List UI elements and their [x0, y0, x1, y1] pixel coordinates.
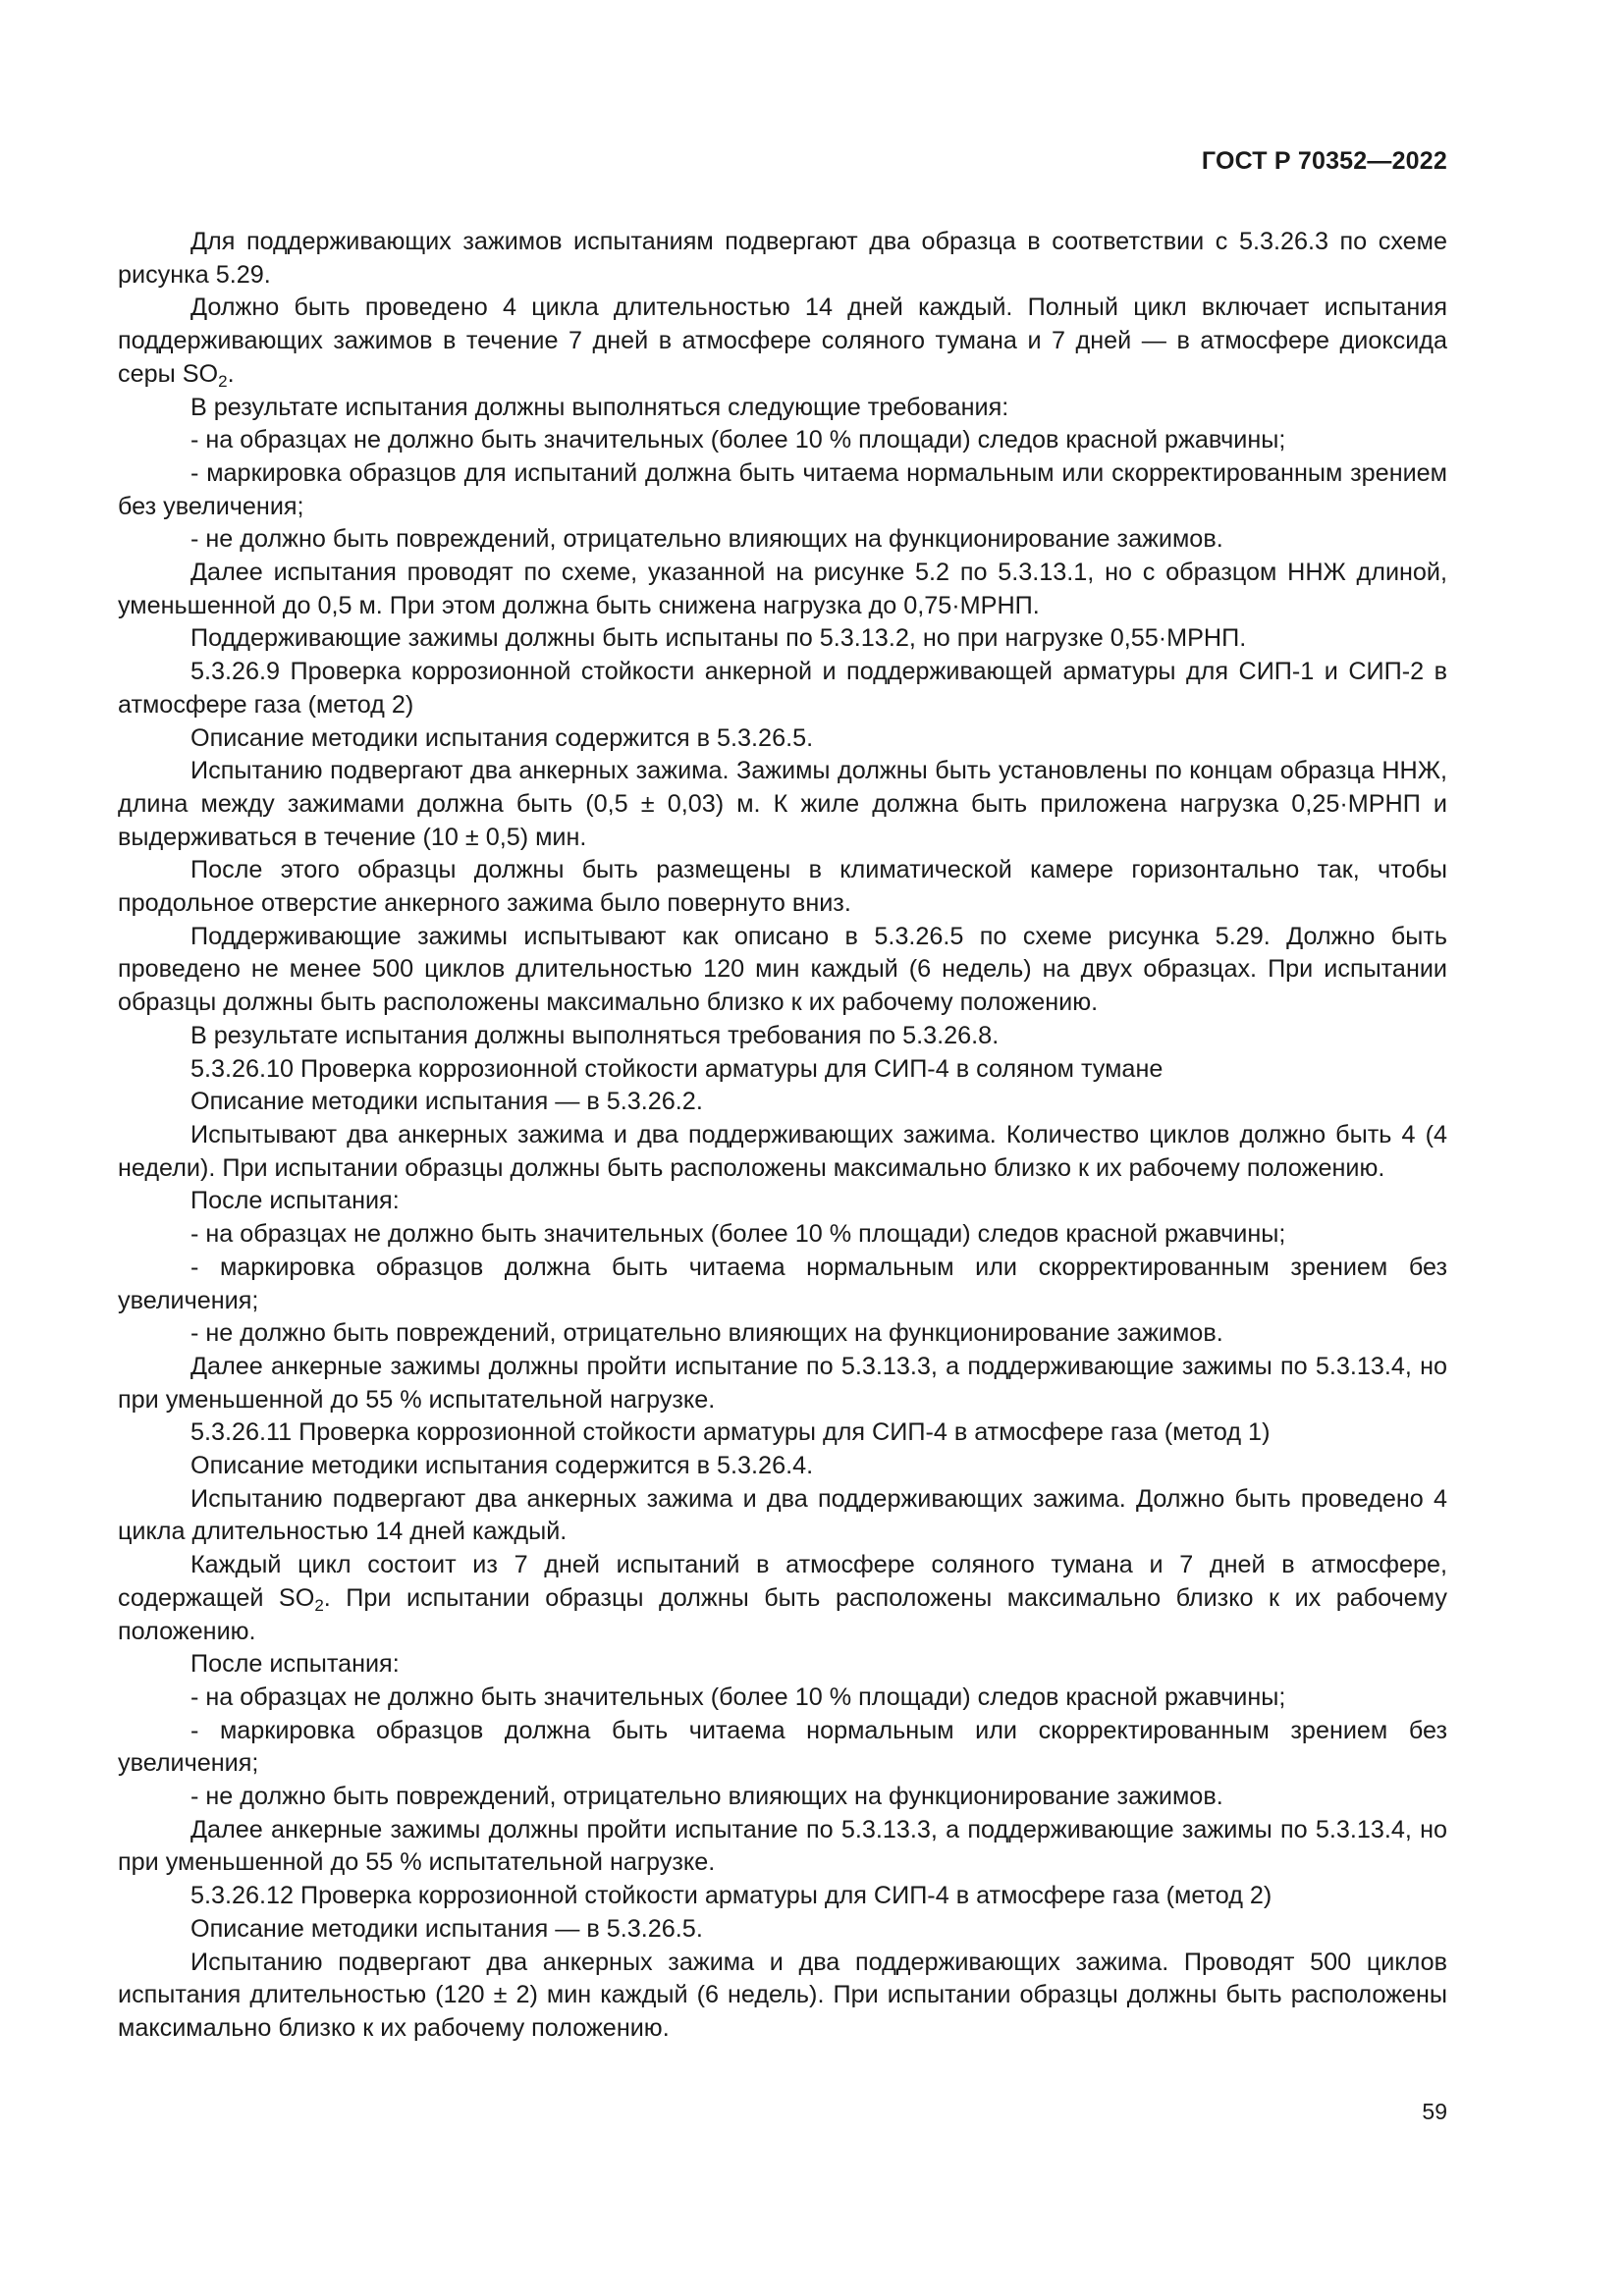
paragraph-text: 5.3.26.11 Проверка коррозионной стойкости арматуры для СИП-4 в атмосфере газа (метод 1) — [190, 1418, 1271, 1447]
paragraph-text: Описание методики испытания содержится в 5.3.26.4. — [190, 1452, 814, 1480]
paragraph — [118, 722, 1447, 756]
paragraph — [118, 1947, 1447, 2046]
paragraph — [118, 1020, 1447, 1053]
paragraph — [118, 1814, 1447, 1880]
paragraph — [118, 1086, 1447, 1119]
paragraph — [118, 1549, 1447, 1648]
paragraph — [118, 1483, 1447, 1549]
paragraph-text: Поддерживающие зажимы должны быть испытаны по 5.3.13.2, но при нагрузке 0,55·МРНП. — [190, 624, 1247, 653]
paragraph-text: Далее испытания проводят по схеме, указанной на рисунке 5.2 по 5.3.13.1, но с образцом ННЖ длиной, уменьшенной до 0,5 м. При этом должна быть снижена нагрузка до 0,75·МРНП. — [118, 559, 1447, 619]
paragraph-text: После этого образцы должны быть размещены в климатической камере горизонтально так, чтобы продольное отверстие анкерного зажима было повернуто вниз. — [118, 856, 1447, 918]
paragraph — [118, 921, 1447, 1020]
list-item — [118, 1682, 1447, 1715]
paragraph-text: 5.3.26.9 Проверка коррозионной стойкости анкерной и поддерживающей арматуры для СИП-1 и СИП-2 в атмосфере газа (метод 2) — [118, 658, 1447, 719]
paragraph — [118, 622, 1447, 656]
paragraph-text: Испытывают два анкерных зажима и два поддерживающих зажима. Количество циклов должно быть 4 (4 недели). При испытании образцы должны быть расположены максимально близко к их рабочему положению. — [118, 1120, 1447, 1182]
paragraph-text: - маркировка образцов должна быть читаема нормальным или скорректированным зрением без увеличения; — [118, 1716, 1447, 1778]
paragraph — [118, 656, 1447, 721]
paragraph — [118, 1648, 1447, 1682]
paragraph — [118, 1416, 1447, 1450]
paragraph-text: Для поддерживающих зажимов испытаниям подвергают два образца в соответствии с 5.3.26.3 по схеме рисунка 5.29. — [118, 228, 1447, 289]
paragraph — [118, 1880, 1447, 1913]
paragraph-text: Каждый цикл состоит из 7 дней испытаний в атмосфере соляного тумана и 7 дней в атмосфере, содержащей SO — [118, 1551, 1447, 1612]
list-item — [118, 523, 1447, 557]
paragraph-text: В результате испытания должны выполняться требования по 5.3.26.8. — [190, 1021, 1000, 1049]
paragraph-text: - маркировка образцов для испытаний должна быть читаема нормальным или скорректированным зрением без увеличения; — [118, 458, 1447, 520]
paragraph-text: Описание методики испытания — в 5.3.26.5. — [190, 1914, 703, 1943]
paragraph-text-tail: . При испытании образцы должны быть расположены максимально близко к их рабочему положению. — [118, 1583, 1447, 1645]
paragraph-text: - на образцах не должно быть значительных (более 10 % площади) следов красной ржавчины; — [190, 1220, 1286, 1249]
paragraph-text: - не должно быть повреждений, отрицательно влияющих на функционирование зажимов. — [190, 1783, 1223, 1811]
subscript: 2 — [314, 1595, 324, 1615]
paragraph-text: 5.3.26.10 Проверка коррозионной стойкости арматуры для СИП-4 в соляном тумане — [190, 1054, 1164, 1083]
paragraph — [118, 392, 1447, 425]
paragraph-text: Должно быть проведено 4 цикла длительностью 14 дней каждый. Полный цикл включает испытания поддерживающих зажимов в течение 7 дней в атмосфере соляного тумана и 7 дней — в атмосфере диоксида серы SO — [118, 294, 1447, 388]
paragraph — [118, 854, 1447, 920]
page-number: 59 — [1422, 2099, 1447, 2124]
paragraph-text: Описание методики испытания — в 5.3.26.2. — [190, 1088, 703, 1116]
paragraph — [118, 1351, 1447, 1416]
list-item — [118, 1781, 1447, 1814]
list-item — [118, 1218, 1447, 1252]
paragraph-text: После испытания: — [190, 1650, 400, 1679]
paragraph-text: После испытания: — [190, 1187, 400, 1215]
paragraph — [118, 1119, 1447, 1185]
paragraph-text: Описание методики испытания содержится в 5.3.26.5. — [190, 723, 814, 752]
paragraph-text: Поддерживающие зажимы испытывают как описано в 5.3.26.5 по схеме рисунка 5.29. Должно быть проведено не менее 500 циклов длительностью 120 мин каждый (6 недель) на двух образцах. При испытании образцы должны быть расположены максимально близко к их рабочему положению. — [118, 922, 1447, 1017]
paragraph-text: - на образцах не должно быть значительных (более 10 % площади) следов красной ржавчины; — [190, 426, 1286, 454]
paragraph — [118, 1913, 1447, 1947]
paragraph-text: - на образцах не должно быть значительных (более 10 % площади) следов красной ржавчины; — [190, 1682, 1286, 1711]
subscript: 2 — [218, 371, 228, 391]
paragraph — [118, 1053, 1447, 1087]
paragraph — [118, 557, 1447, 622]
list-item — [118, 424, 1447, 457]
paragraph — [118, 292, 1447, 391]
paragraph-text: В результате испытания должны выполняться следующие требования: — [190, 393, 1009, 421]
paragraph-text: 5.3.26.12 Проверка коррозионной стойкости арматуры для СИП-4 в атмосфере газа (метод 2) — [190, 1882, 1272, 1910]
list-item — [118, 1252, 1447, 1317]
paragraph-text-tail: . — [227, 359, 235, 388]
paragraph-text: Испытанию подвергают два анкерных зажима. Зажимы должны быть установлены по концам образца ННЖ, длина между зажимами должна быть (0,5 ± 0,03) м. К жиле должна быть приложена нагрузка 0,25·МРНП и выдерживаться в течение (10 ± 0,5) мин. — [118, 757, 1447, 851]
paragraph — [118, 755, 1447, 854]
document-code: ГОСТ Р 70352—2022 — [1201, 147, 1447, 175]
list-item — [118, 1317, 1447, 1351]
paragraph-text: Далее анкерные зажимы должны пройти испытание по 5.3.13.3, а поддерживающие зажимы по 5.3.13.4, но при уменьшенной до 55 % испытательной нагрузке. — [118, 1815, 1447, 1877]
paragraph — [118, 1450, 1447, 1483]
paragraph — [118, 226, 1447, 292]
paragraph-text: - не должно быть повреждений, отрицательно влияющих на функционирование зажимов. — [190, 525, 1223, 554]
list-item — [118, 1715, 1447, 1781]
paragraph-text: Далее анкерные зажимы должны пройти испытание по 5.3.13.3, а поддерживающие зажимы по 5.3.13.4, но при уменьшенной до 55 % испытательной нагрузке. — [118, 1352, 1447, 1414]
document-body — [118, 226, 1447, 2046]
paragraph-text: - не должно быть повреждений, отрицательно влияющих на функционирование зажимов. — [190, 1319, 1223, 1348]
paragraph-text: Испытанию подвергают два анкерных зажима и два поддерживающих зажима. Проводят 500 циклов испытания длительностью (120 ± 2) мин каждый (6 недель). При испытании образцы должны быть расположены максимально близко к их рабочему положению. — [118, 1948, 1447, 2042]
paragraph-text: Испытанию подвергают два анкерных зажима и два поддерживающих зажима. Должно быть проведено 4 цикла длительностью 14 дней каждый. — [118, 1484, 1447, 1546]
paragraph-text: - маркировка образцов должна быть читаема нормальным или скорректированным зрением без увеличения; — [118, 1253, 1447, 1314]
paragraph — [118, 1185, 1447, 1218]
list-item — [118, 457, 1447, 523]
